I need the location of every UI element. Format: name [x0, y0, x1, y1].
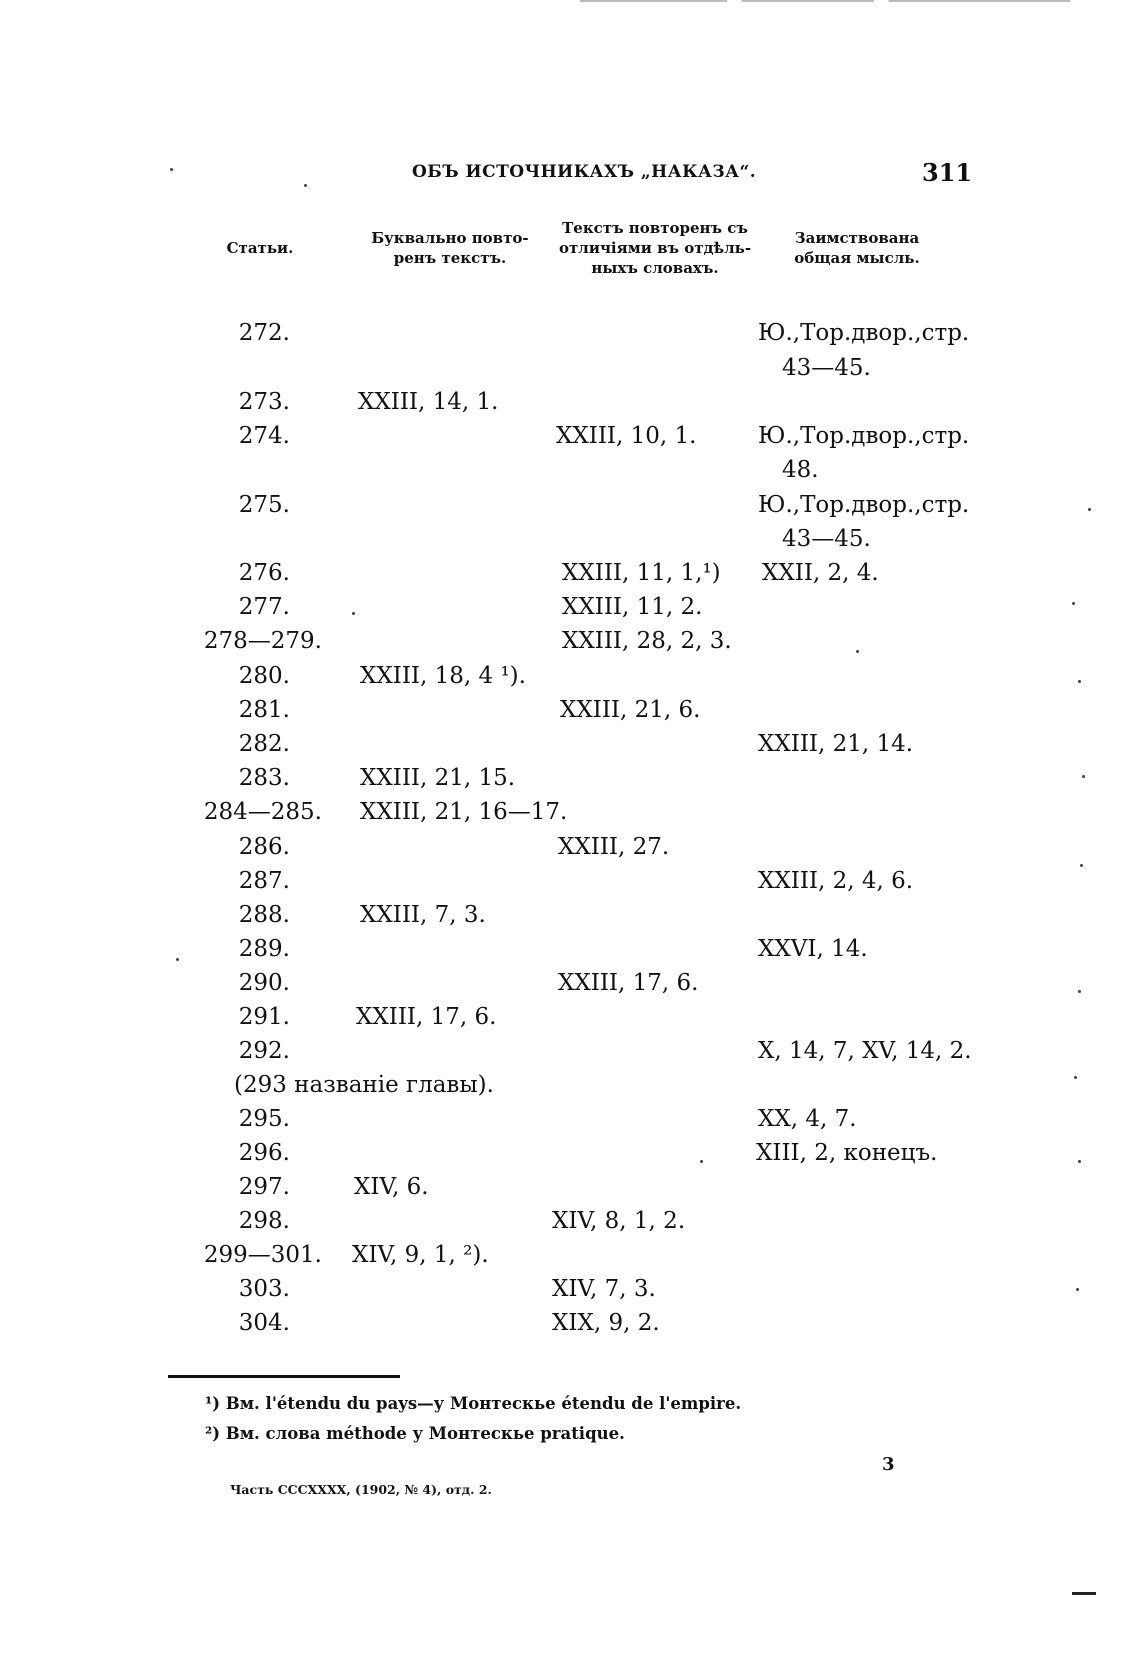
scan-speck [1076, 1288, 1079, 1291]
modified-cell: XXIII, 11, 1,¹) [562, 560, 721, 586]
footnote-1: ¹) Вм. l'étendu du pays—у Монтескье étendu de l'empire. [205, 1394, 742, 1413]
column-header-modified [548, 218, 762, 278]
scan-speck [1078, 680, 1081, 683]
printer-signature: Часть CCCXXXX, (1902, № 4), отд. 2. [230, 1482, 492, 1497]
column-header-line: Буквально повто- [371, 229, 529, 247]
literal-cell: XXIII, 7, 3. [360, 902, 486, 928]
article-cell: 296. [238, 1140, 290, 1166]
column-header-borrowed [782, 228, 932, 268]
table-row [0, 1102, 1140, 1136]
article-cell: 282. [238, 731, 290, 757]
column-header-line: отличіями въ отдѣль- [558, 239, 752, 257]
article-cell: 303. [238, 1276, 290, 1302]
borrowed-cell: X, 14, 7, XV, 14, 2. [758, 1038, 972, 1064]
scan-speck [1078, 990, 1081, 993]
borrowed-cell: XXVI, 14. [758, 936, 868, 962]
article-cell: 299—301. [203, 1242, 322, 1268]
article-cell: 290. [238, 970, 290, 996]
footnote-rule [168, 1375, 400, 1378]
table-row [0, 1306, 1140, 1340]
borrowed-cell: XX, 4, 7. [758, 1106, 857, 1132]
scan-speck [170, 168, 173, 171]
table-row [0, 1204, 1140, 1238]
column-header-line: Текстъ повторенъ съ [562, 219, 748, 237]
article-cell: 288. [238, 902, 290, 928]
scan-speck [1074, 1076, 1077, 1079]
article-cell: 281. [238, 697, 290, 723]
table-row [0, 761, 1140, 795]
literal-cell: XXIII, 21, 16—17. [360, 799, 568, 825]
column-header-line: ныхъ словахъ. [591, 259, 719, 277]
scan-speck [352, 612, 355, 615]
article-cell: 275. [238, 492, 290, 518]
scan-speck [856, 650, 859, 653]
literal-cell: XXIII, 14, 1. [358, 389, 499, 415]
scan-speck [1072, 602, 1075, 605]
column-header-literal [352, 228, 548, 268]
table-row [0, 932, 1140, 966]
borrowed-cell: Ю.,Тор.двор.,стр. [758, 423, 970, 449]
table-row [0, 590, 1140, 624]
scan-speck [304, 184, 307, 187]
column-header-line: ренъ текстъ. [393, 249, 507, 267]
table-row [0, 1000, 1140, 1034]
scan-speck [1088, 508, 1091, 511]
modified-cell: XXIII, 27. [558, 834, 670, 860]
modified-cell: XXIII, 10, 1. [556, 423, 697, 449]
table-row [0, 419, 1140, 453]
article-cell: 277. [238, 594, 290, 620]
table-row [0, 1068, 1140, 1102]
scan-mark [1072, 1592, 1096, 1595]
article-cell: 295. [238, 1106, 290, 1132]
article-cell: 284—285. [203, 799, 322, 825]
table-row [0, 1034, 1140, 1068]
column-header-line: Статьи. [226, 239, 294, 257]
scan-speck [176, 958, 179, 961]
modified-cell: XXIII, 17, 6. [558, 970, 699, 996]
modified-cell: XXIII, 11, 2. [562, 594, 703, 620]
sheet-number: 3 [882, 1454, 895, 1475]
modified-cell: XIV, 8, 1, 2. [552, 1208, 686, 1234]
article-cell: (293 названіе главы). [234, 1072, 494, 1098]
table-row [0, 795, 1140, 829]
article-cell: 286. [238, 834, 290, 860]
literal-cell: XIV, 6. [354, 1174, 429, 1200]
article-cell: 298. [238, 1208, 290, 1234]
table-row [0, 316, 1140, 350]
literal-cell: XIV, 9, 1, ²). [352, 1242, 489, 1268]
article-cell: 304. [238, 1310, 290, 1336]
scan-edge-line [580, 0, 1070, 2]
scan-speck [1082, 775, 1085, 778]
column-header-line: общая мысль. [794, 249, 920, 267]
table-row [0, 1272, 1140, 1306]
scan-speck [700, 1160, 703, 1163]
footnote-2: ²) Вм. слова méthode у Монтескье pratique. [205, 1424, 625, 1443]
literal-cell: XXIII, 18, 4 ¹). [360, 663, 526, 689]
table-row [0, 864, 1140, 898]
modified-cell: XXIII, 21, 6. [560, 697, 701, 723]
table-row [0, 1238, 1140, 1272]
borrowed-cell: Ю.,Тор.двор.,стр. [758, 320, 970, 346]
borrowed-cell: XIII, 2, конецъ. [756, 1140, 938, 1166]
modified-cell: XIV, 7, 3. [552, 1276, 656, 1302]
table-row [0, 659, 1140, 693]
modified-cell: XIX, 9, 2. [552, 1310, 660, 1336]
article-cell: 276. [238, 560, 290, 586]
borrowed-cell: XXIII, 21, 14. [758, 731, 914, 757]
table-row [0, 966, 1140, 1000]
article-cell: 297. [238, 1174, 290, 1200]
borrowed-cell: XXIII, 2, 4, 6. [758, 868, 914, 894]
table-row [0, 898, 1140, 932]
running-head: ОБЪ ИСТОЧНИКАХЪ „НАКАЗА“. [412, 162, 757, 182]
column-header-line: Заимствована [794, 229, 920, 247]
page-number: 311 [922, 158, 973, 187]
article-cell: 291. [238, 1004, 290, 1030]
table-row [0, 1170, 1140, 1204]
table-row [0, 385, 1140, 419]
table-row [0, 556, 1140, 590]
table-row [0, 624, 1140, 658]
literal-cell: XXIII, 21, 15. [360, 765, 516, 791]
borrowed-cell-continuation: 43—45. [782, 355, 871, 381]
table-row [0, 727, 1140, 761]
article-cell: 280. [238, 663, 290, 689]
scan-speck [1080, 864, 1083, 867]
column-header-articles [220, 238, 300, 258]
borrowed-cell-continuation: 43—45. [782, 526, 871, 552]
article-cell: 274. [238, 423, 290, 449]
article-cell: 292. [238, 1038, 290, 1064]
table-row [0, 830, 1140, 864]
borrowed-cell: XXII, 2, 4. [762, 560, 879, 586]
article-cell: 283. [238, 765, 290, 791]
article-cell: 273. [238, 389, 290, 415]
table-row [0, 693, 1140, 727]
borrowed-cell-continuation: 48. [782, 457, 819, 483]
article-cell: 278—279. [203, 628, 322, 654]
scan-speck [1078, 1160, 1081, 1163]
table-row [0, 1136, 1140, 1170]
table-row [0, 488, 1140, 522]
article-cell: 287. [238, 868, 290, 894]
literal-cell: XXIII, 17, 6. [356, 1004, 497, 1030]
article-cell: 289. [238, 936, 290, 962]
article-cell: 272. [238, 320, 290, 346]
borrowed-cell: Ю.,Тор.двор.,стр. [758, 492, 970, 518]
modified-cell: XXIII, 28, 2, 3. [562, 628, 732, 654]
